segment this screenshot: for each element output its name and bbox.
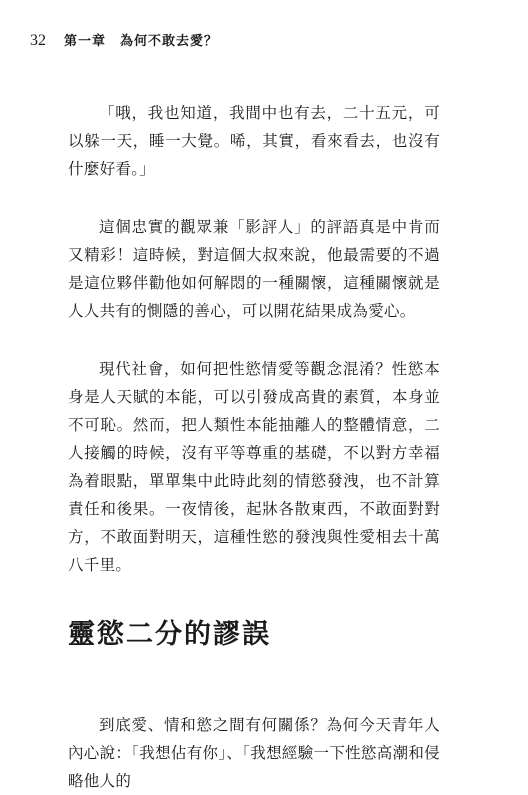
paragraph-4: 到底愛、情和慾之間有何關係？為何今天青年人內心說：「我想佔有你」、「我想經驗一下性慾高潮和侵略他人的 <box>68 716 440 790</box>
chapter-title: 第一章 為何不敢去愛？ <box>64 34 219 49</box>
page-number: 32 <box>30 32 46 49</box>
paragraph-2: 這個忠實的觀眾兼「影評人」的評語真是中肯而又精彩！這時候，對這個大叔來說，他最需要的不過是這位夥伴勸他如何解悶的一種關懷，這種關懷就是人人共有的惻隱的善心，可以開花結果成為愛心。 <box>68 218 440 320</box>
page-body <box>68 99 440 795</box>
paragraph-1: 「哦，我也知道，我間中也有去，二十五元，可以躲一天，睡一大覺。唏，其實，看來看去，也沒有什麼好看。」 <box>68 104 440 178</box>
section-heading: 靈慾二分的謬誤 <box>68 619 271 650</box>
running-header <box>30 30 218 50</box>
paragraph-3: 現代社會，如何把性慾情愛等觀念混淆？性慾本身是人天賦的本能，可以引發成高貴的素質，本身並不可恥。然而，把人類性本能抽離人的整體情意，二人接觸的時候，沒有平等尊重的基礎，不以對方幸福為着眼點，單單集中此時此刻的情慾發洩，也不計算責任和後果。一夜情後，起牀各散東西，不敢面對對方，不敢面對明天，這種性慾的發洩與性愛相去十萬八千里。 <box>68 360 440 574</box>
